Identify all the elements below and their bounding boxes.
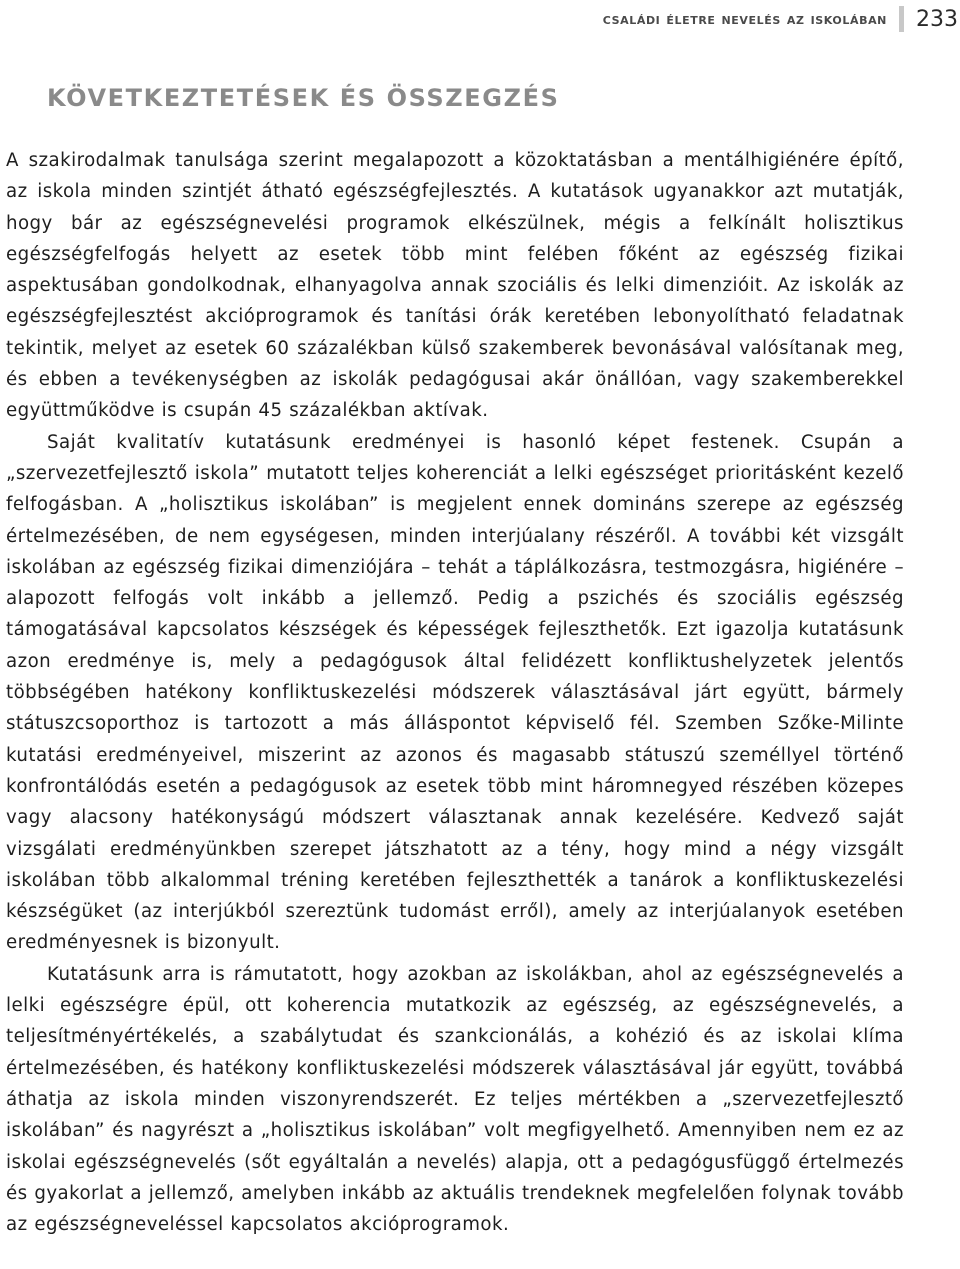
body-text (6, 145, 904, 1240)
section-heading: KÖVETKEZTETÉSEK ÉS ÖSSZEGZÉS (47, 84, 560, 112)
running-header (603, 6, 960, 32)
paragraph-3: Kutatásunk arra is rámutatott, hogy azokban az iskolákban, ahol az egészségnevelés a lelki egészségre épül, ott koherencia mutatkozik az egészség, az egészségnevelés, a teljesítményértékelés, a szabálytudat és szankcionálás, a kohézió és az iskolai klíma értelmezésében, és hatékony konfliktuskezelési módszerek választásával jár együtt, továbbá áthatja az iskola minden viszonyrendszerét. Ez teljes mértékben a „szervezetfejlesztő iskolában” és nagyrészt a „holisztikus iskolában” volt megfigyelhető. Amennyiben nem ez az iskolai egészségnevelés (sőt egyáltalán a nevelés) alapja, ott a pedagógusfüggő értelmezés és gyakorlat a jellemző, amelyben inkább az aktuális trendeknek megfelelően folynak tovább az egészségneveléssel kapcsolatos akcióprogramok. (6, 963, 904, 1236)
paragraph-1: A szakirodalmak tanulsága szerint megalapozott a közoktatásban a mentálhigiénére építő, az iskola minden szintjét átható egészségfejlesztés. A kutatások ugyanakkor azt mutatják, hogy bár az egészségnevelési programok elkészülnek, mégis a felkínált holisztikus egészségfelfogás helyett az esetek több mint felében főként az egészség fizikai aspektusában gondolkodnak, elhanyagolva annak szociális és lelki dimenzióit. Az iskolák az egészségfejlesztést akcióprogramok és tanítási órák keretében lebonyolítható feladatnak tekintik, melyet az esetek 60 százalékban külső szakemberek bevonásával valósítanak meg, és ebben a tevékenységben az iskolák pedagógusai akár önállóan, vagy szakemberekkel együttműködve is csupán 45 százalékban aktívak. (6, 150, 904, 422)
page-number: 233 (916, 6, 958, 32)
paragraph-2: Saját kvalitatív kutatásunk eredményei is hasonló képet festenek. Csupán a „szervezetfejlesztő iskola” mutatott teljes koherenciát a lelki egészséget prioritásként kezelő felfogásban. A „holisztikus iskolában” is megjelent ennek domináns szerepe az egészség értelmezésében, de nem egységesen, minden interjúalany részéről. A további két vizsgált iskolában az egészség fizikai dimenziójára – tehát a táplálkozásra, testmozgásra, higiénére – alapozott felfogás volt inkább a jellemző. Pedig a pszichés és szociális egészség támogatásával kapcsolatos készségek és képességek fejleszthetők. Ezt igazolja kutatásunk azon eredménye is, mely a pedagógusok által felidézett konfliktushelyzetek jelentős többségében hatékony konfliktuskezelési módszerek választásával járt együtt, bármely státuszcsoporthoz is tartozott a más álláspontot képviselő fél. Szemben Szőke-Milinte kutatási eredményeivel, miszerint az azonos és magasabb státuszú személlyel történő konfrontálódás esetén a pedagógusok az esetek több mint háromnegyed részében közepes vagy alacsony hatékonyságú módszert választanak annak kezelésére. Kedvező saját vizsgálati eredményünkben szerepet játszhatott az a tény, hogy mind a négy vizsgált iskolában több alkalommal tréning keretében fejleszthették a tanárok a konfliktuskezelési készségüket (az interjúkból szereztünk tudomást erről), amely az interjúalanyok esetében eredményesnek is bizonyult. (6, 431, 904, 954)
running-title: családi életre nevelés az iskolában (602, 10, 887, 28)
header-divider-bar (899, 6, 904, 32)
